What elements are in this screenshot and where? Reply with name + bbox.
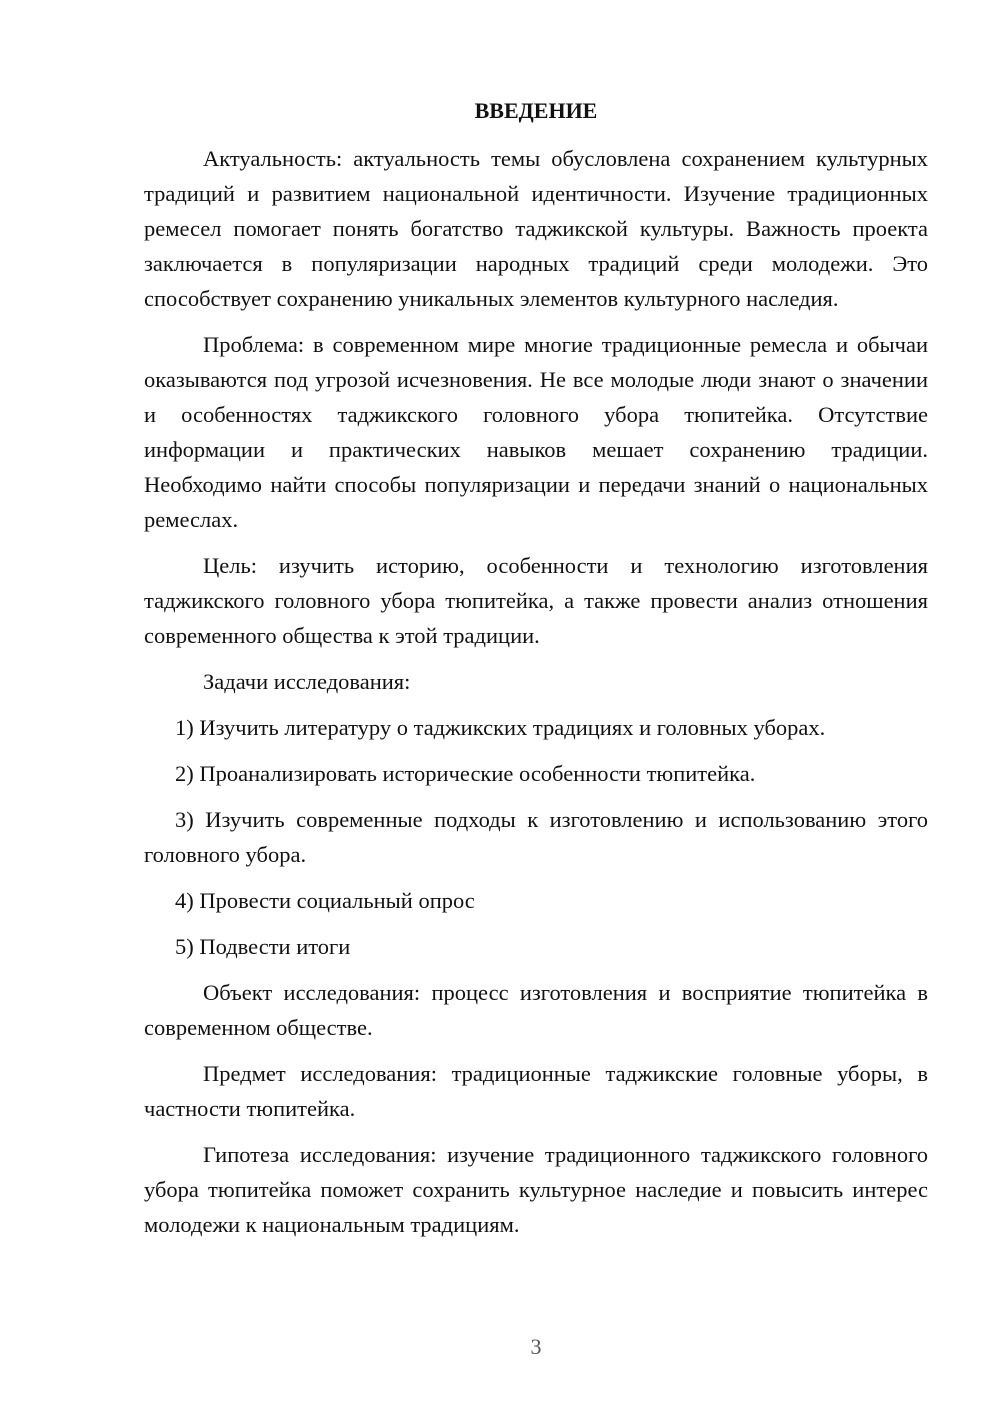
paragraph-relevance: Актуальность: актуальность темы обусловлена сохранением культурных традиций и развитием национальной идентичности. Изучение традиционных ремесел помогает понять богатство таджикской культуры. Важность проекта заключается в популяризации народных традиций среди молодежи. Это способствует сохранению уникальных элементов культурного наследия. (144, 146, 928, 311)
paragraph-hypothesis: Гипотеза исследования: изучение традиционного таджикского головного убора тюпитейка поможет сохранить культурное наследие и повысить интерес молодежи к национальным традициям. (144, 1142, 928, 1237)
task-item: 4) Провести социальный опрос (175, 888, 475, 913)
paragraph-object: Объект исследования: процесс изготовления и восприятие тюпитейка в современном обществе. (144, 980, 928, 1040)
task-item: 3) Изучить современные подходы к изготовлению и использованию этого головного убора. (144, 807, 928, 867)
paragraph-problem: Проблема: в современном мире многие традиционные ремесла и обычаи оказываются под угрозой исчезновения. Не все молодые люди знают о значении и особенностях таджикского головного убора тюпитейка. Отсутствие информации и практических навыков мешает сохранению традиции. Необходимо найти способы популяризации и передачи знаний о национальных ремеслах. (144, 332, 928, 532)
paragraph-subject: Предмет исследования: традиционные таджикские головные уборы, в частности тюпитейка. (144, 1061, 928, 1121)
task-item: 1) Изучить литературу о таджикских традициях и головных уборах. (175, 715, 826, 740)
page-body (144, 96, 928, 1253)
section-heading: ВВЕДЕНИЕ (474, 98, 598, 123)
page-number: 3 (530, 1334, 542, 1359)
task-item: 5) Подвести итоги (175, 934, 351, 959)
paragraph-goal: Цель: изучить историю, особенности и технологию изготовления таджикского головного убора тюпитейка, а также провести анализ отношения современного общества к этой традиции. (144, 553, 928, 648)
paragraph-tasks-title: Задачи исследования: (203, 669, 411, 694)
task-item: 2) Проанализировать исторические особенности тюпитейка. (175, 761, 756, 786)
